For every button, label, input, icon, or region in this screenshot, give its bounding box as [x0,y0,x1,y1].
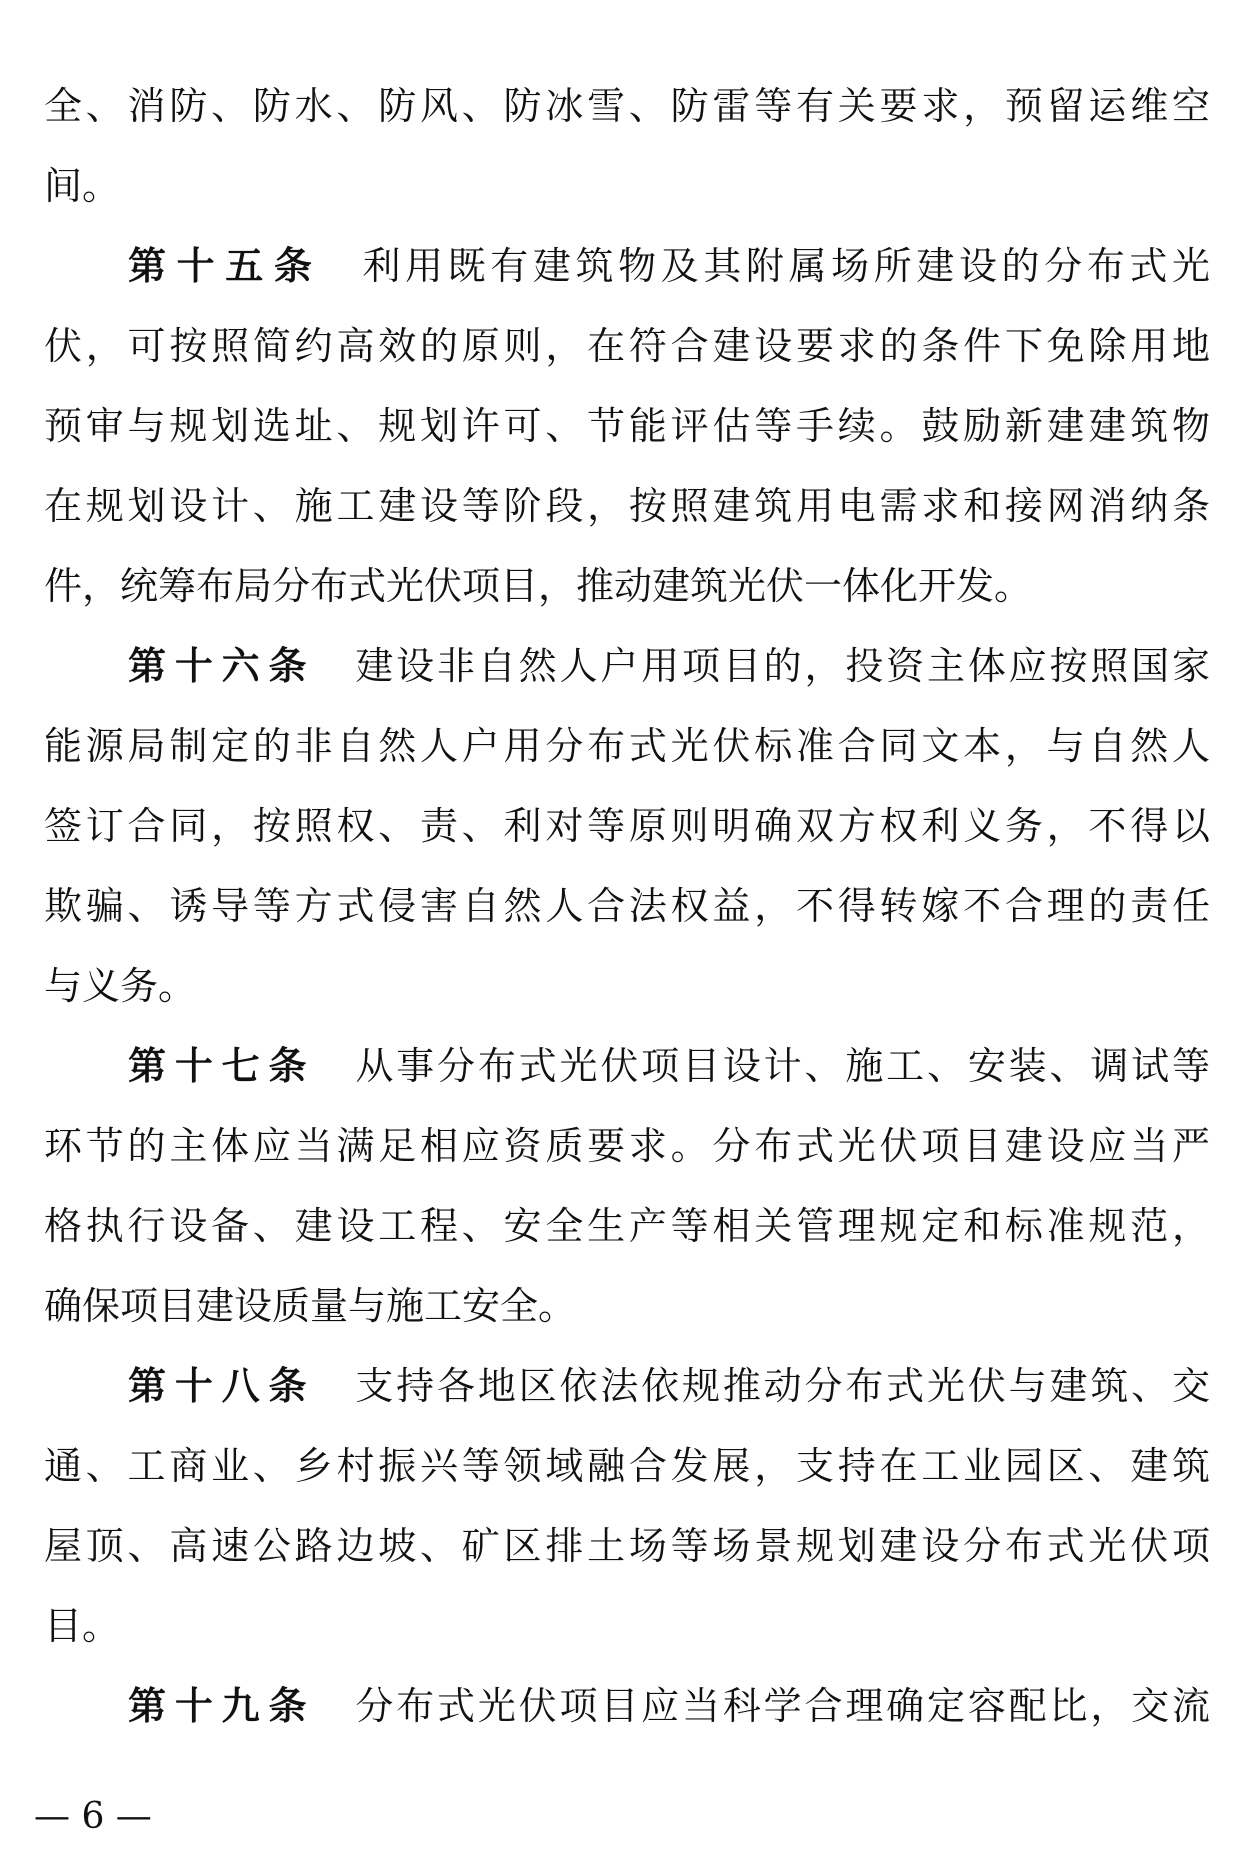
text-line: 确保项目建设质量与施工安全。 [44,1284,577,1328]
text-line: 能源局制定的非自然人户用分布式光伏标准合同文本，与自然人 [44,724,1210,768]
text-line: 建设非自然人户用项目的，投资主体应按照国家 [355,644,1210,688]
article-16-first-line [44,626,1210,706]
text-line: 分布式光伏项目应当科学合理确定容配比，交流 [355,1684,1210,1728]
article-17-first-line [44,1026,1210,1106]
article-number: 第十五条 [128,244,323,288]
text-line: 欺骗、诱导等方式侵害自然人合法权益，不得转嫁不合理的责任 [44,884,1210,928]
article-19-first-line [44,1666,1210,1746]
text-line: 伏，可按照简约高效的原则，在符合建设要求的条件下免除用地 [44,324,1210,368]
text-line: 签订合同，按照权、责、利对等原则明确双方权利义务，不得以 [44,804,1210,848]
text-line: 全、消防、防水、防风、防冰雪、防雷等有关要求，预留运维空 [44,84,1210,128]
text-line: 利用既有建筑物及其附属场所建设的分布式光 [362,244,1210,288]
text-line: 间。 [44,164,121,208]
article-number: 第十七条 [128,1044,316,1088]
text-line: 从事分布式光伏项目设计、施工、安装、调试等 [355,1044,1210,1088]
text-line: 支持各地区依法依规推动分布式光伏与建筑、交 [355,1364,1210,1408]
article-15-first-line [44,226,1210,306]
page-number: — 6 — [34,1796,152,1837]
document-body [44,66,1210,1746]
article-number: 第十九条 [128,1684,316,1728]
text-line: 件，统筹布局分布式光伏项目，推动建筑光伏一体化开发。 [44,564,1033,608]
text-line: 与义务。 [44,964,197,1008]
text-line: 屋顶、高速公路边坡、矿区排土场等场景规划建设分布式光伏项 [44,1524,1210,1568]
text-line: 环节的主体应当满足相应资质要求。分布式光伏项目建设应当严 [44,1124,1210,1168]
text-line: 通、工商业、乡村振兴等领域融合发展，支持在工业园区、建筑 [44,1444,1210,1488]
text-line: 预审与规划选址、规划许可、节能评估等手续。鼓励新建建筑物 [44,404,1210,448]
article-18-first-line [44,1346,1210,1426]
article-number: 第十六条 [128,644,316,688]
text-line: 在规划设计、施工建设等阶段，按照建筑用电需求和接网消纳条 [44,484,1210,528]
text-line: 目。 [44,1604,121,1648]
article-number: 第十八条 [128,1364,316,1408]
text-line: 格执行设备、建设工程、安全生产等相关管理规定和标准规范， [44,1204,1210,1248]
